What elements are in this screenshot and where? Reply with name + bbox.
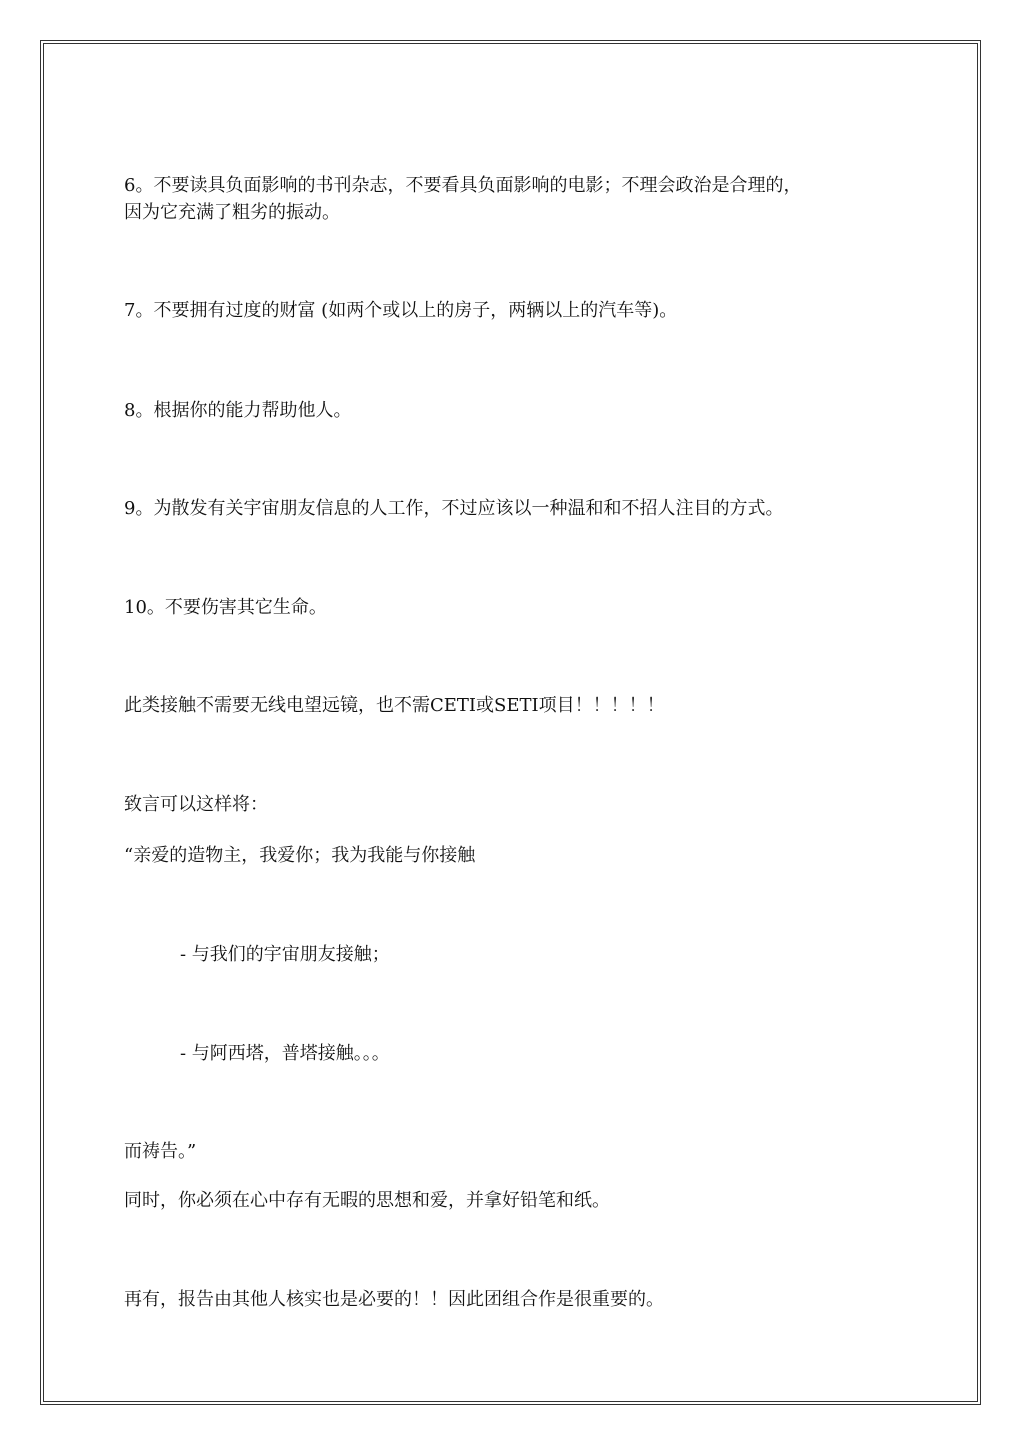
item-7: 7。不要拥有过度的财富 (如两个或以上的房子，两辆以上的汽车等)。 [124,300,678,321]
finally-paragraph: 再有，报告由其他人核实也是必要的！！因此团组合作是很重要的。 [124,1289,664,1310]
item-10: 10。不要伤害其它生命。 [124,597,327,618]
item-6-line2: 因为它充满了粗劣的振动。 [124,202,340,223]
prayer-closing: 而祷告。” [124,1141,197,1162]
item-6-line1: 6。不要读具负面影响的书刊杂志，不要看具负面影响的电影；不理会政治是合理的， [124,175,802,196]
prayer-item-1: - 与我们的宇宙朋友接触； [180,944,390,965]
meanwhile-paragraph: 同时，你必须在心中存有无暇的思想和爱，并拿好铅笔和纸。 [124,1190,610,1211]
prayer-item-2: - 与阿西塔，普塔接触。。。 [180,1043,390,1064]
item-9: 9。为散发有关宇宙朋友信息的人工作，不过应该以一种温和和不招人注目的方式。 [124,498,784,519]
no-telescope-paragraph: 此类接触不需要无线电望远镜，也不需CETI或SETI项目！！！！！ [124,695,665,716]
item-8: 8。根据你的能力帮助他人。 [124,400,352,421]
prayer-opening: “亲爱的造物主，我爱你；我为我能与你接触 [124,845,476,866]
address-intro: 致言可以这样将： [124,794,268,815]
